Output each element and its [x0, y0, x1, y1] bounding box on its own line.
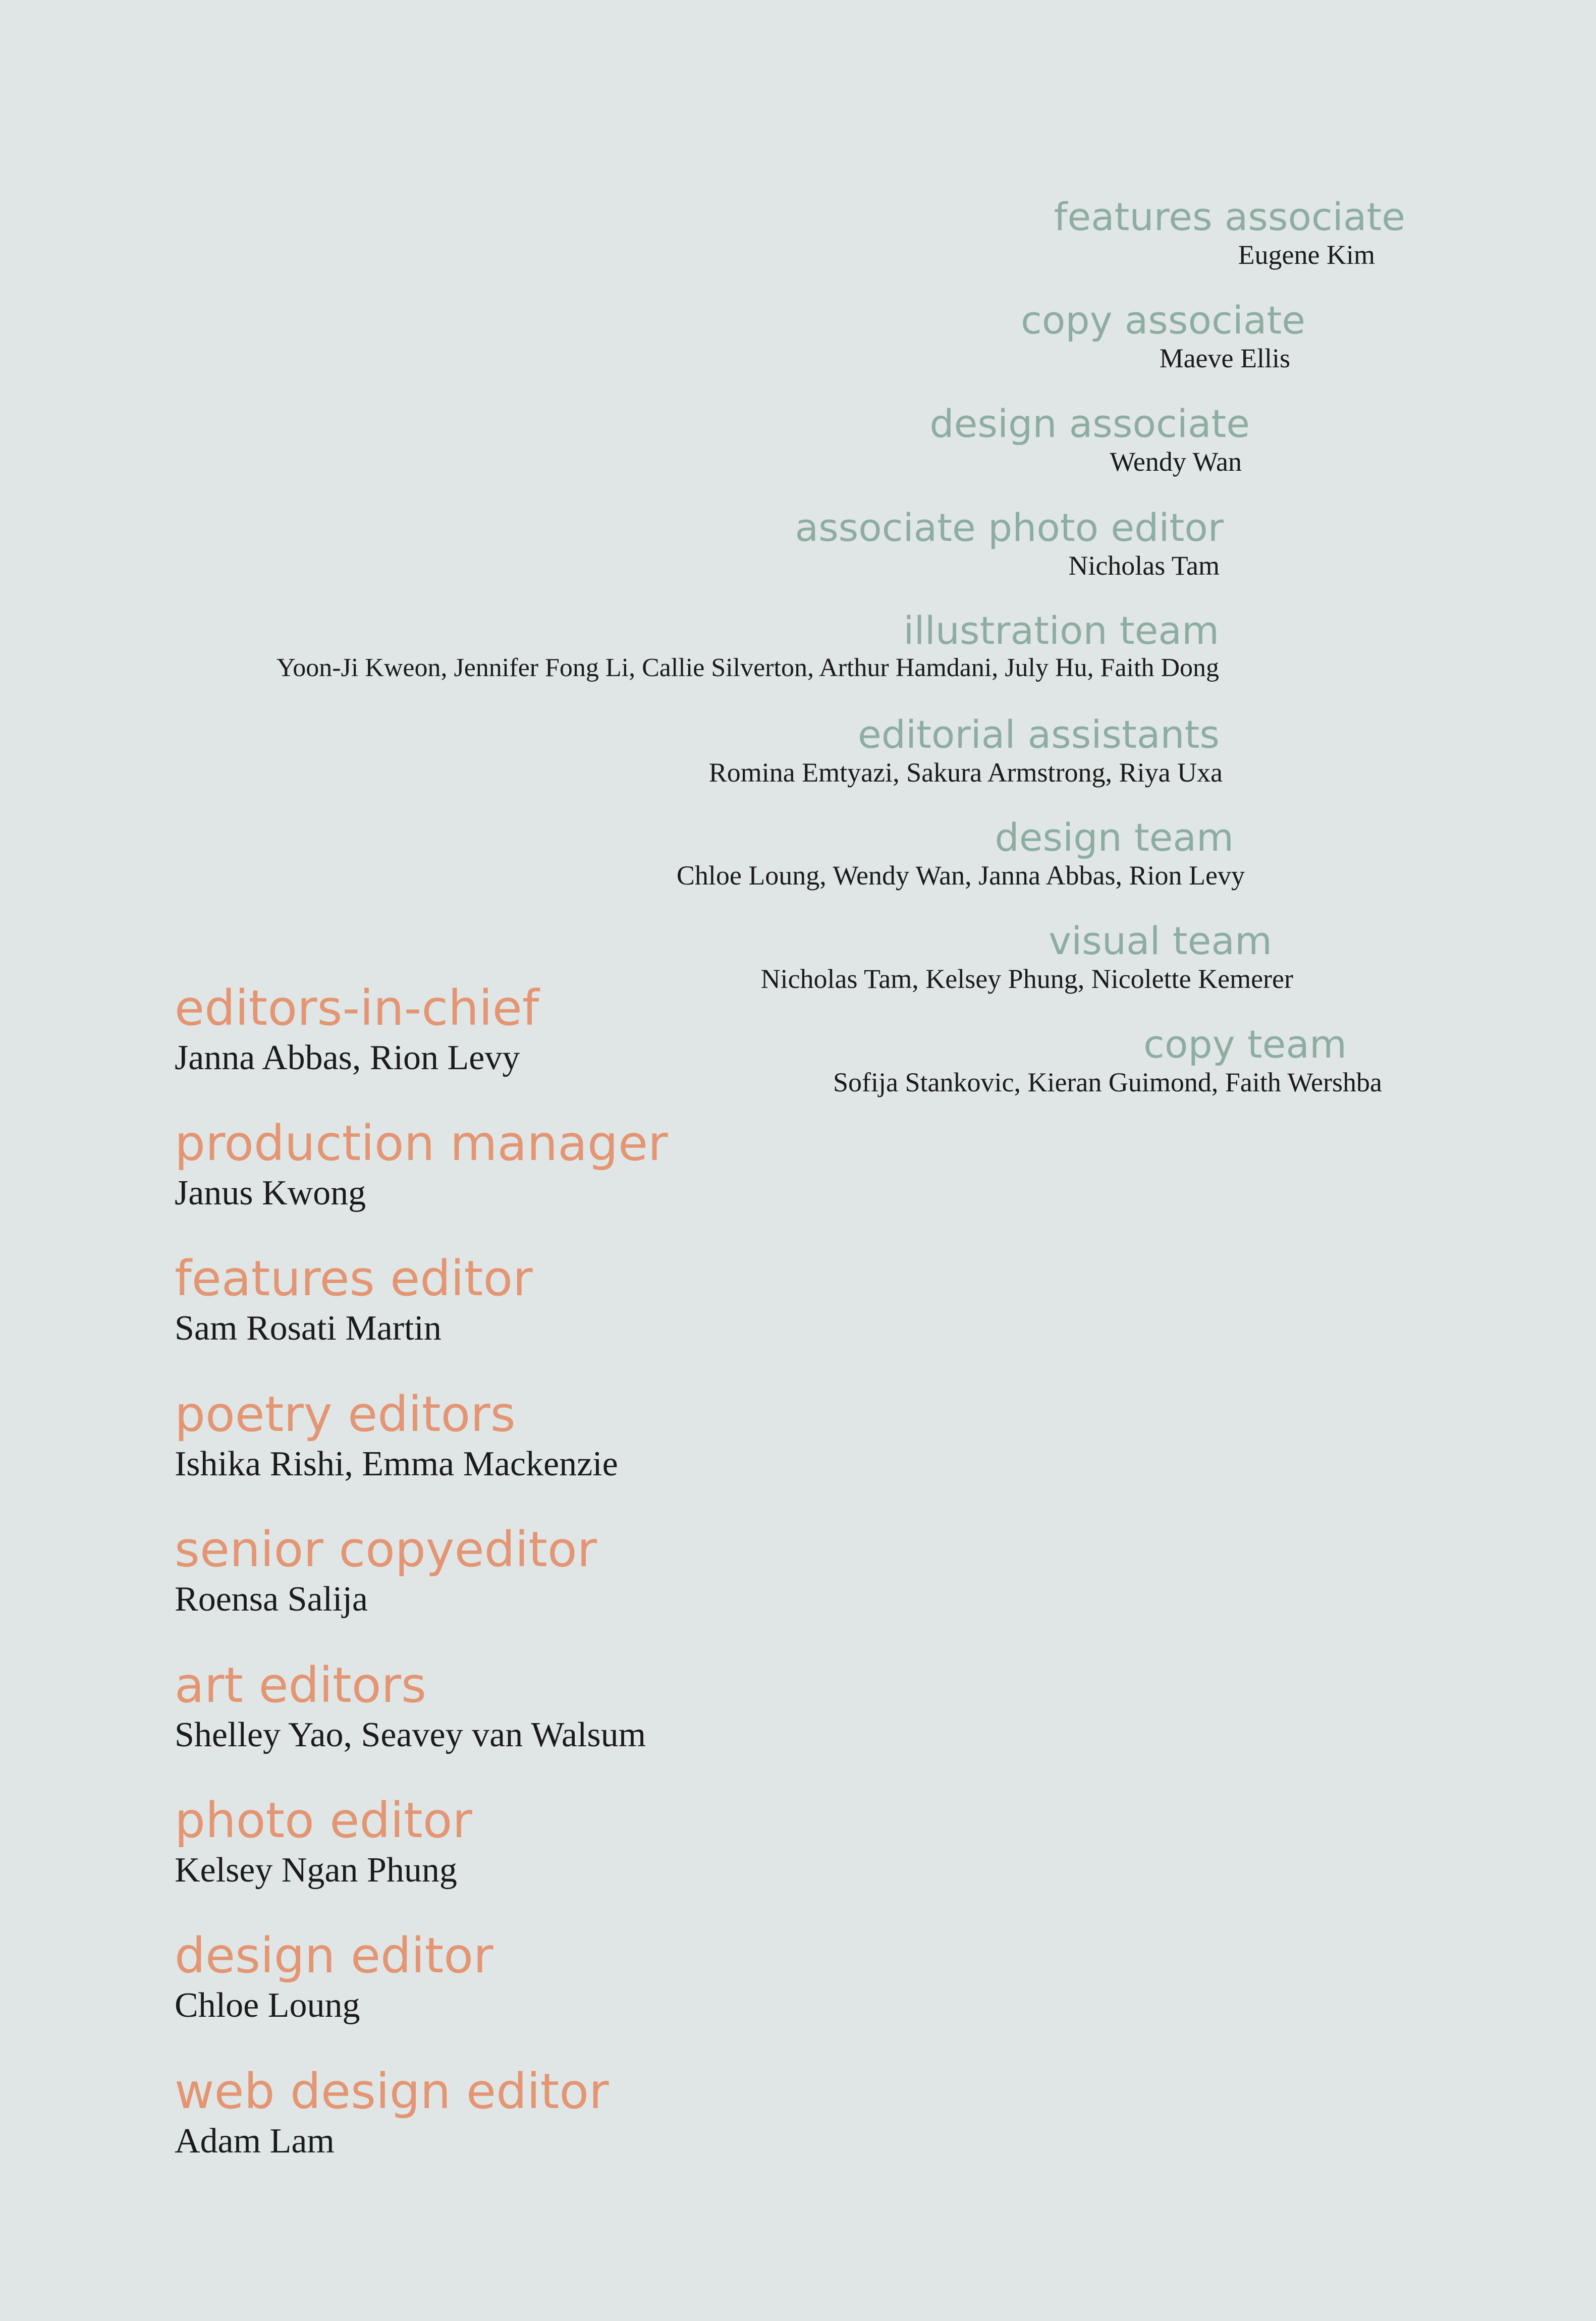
role-heading: associate photo editor: [795, 505, 1224, 550]
masthead-entry-illustration-team: [276, 608, 1219, 682]
staff-names: Kelsey Ngan Phung: [175, 1851, 457, 1890]
role-heading: design team: [995, 815, 1234, 860]
role-heading: design associate: [929, 401, 1250, 446]
masthead-entry-photo-editor: [175, 1792, 472, 1890]
role-heading: illustration team: [903, 608, 1219, 653]
staff-names: Chloe Loung, Wendy Wan, Janna Abbas, Rion Levy: [676, 860, 1245, 891]
masthead-entry-design-associate: [929, 401, 1250, 477]
role-heading: art editors: [175, 1657, 426, 1714]
masthead-entry-copy-team: [833, 1022, 1382, 1097]
staff-names: Eugene Kim: [1238, 240, 1375, 270]
staff-names: Shelley Yao, Seavey van Walsum: [175, 1716, 646, 1754]
role-heading: editorial assistants: [857, 712, 1220, 757]
masthead-entry-editors-in-chief: [175, 980, 539, 1077]
role-heading: photo editor: [175, 1792, 472, 1849]
masthead-entry-associate-photo-editor: [795, 505, 1224, 581]
staff-names: Maeve Ellis: [1159, 343, 1290, 373]
masthead-entry-poetry-editors: [175, 1386, 618, 1483]
staff-names: Yoon-Ji Kweon, Jennifer Fong Li, Callie Silverton, Arthur Hamdani, July Hu, Faith Dong: [276, 653, 1219, 682]
staff-names: Romina Emtyazi, Sakura Armstrong, Riya Uxa: [708, 757, 1223, 788]
staff-names: Roensa Salija: [175, 1580, 368, 1619]
staff-names: Sofija Stankovic, Kieran Guimond, Faith Wershba: [833, 1067, 1382, 1097]
staff-names: Janus Kwong: [175, 1174, 366, 1212]
role-heading: copy team: [1143, 1022, 1347, 1067]
staff-names: Chloe Loung: [175, 1986, 360, 2025]
role-heading: copy associate: [1021, 298, 1305, 343]
role-heading: senior copyeditor: [175, 1521, 597, 1578]
masthead-entry-features-associate: [1054, 194, 1405, 270]
role-heading: features editor: [175, 1250, 533, 1307]
masthead-entry-editorial-assistants: [708, 712, 1223, 788]
staff-names: Wendy Wan: [1110, 447, 1242, 477]
role-heading: poetry editors: [175, 1386, 516, 1443]
staff-names: Janna Abbas, Rion Levy: [175, 1038, 520, 1077]
role-heading: design editor: [175, 1927, 493, 1984]
staff-names: Ishika Rishi, Emma Mackenzie: [175, 1445, 618, 1483]
role-heading: editors-in-chief: [175, 980, 539, 1036]
role-heading: production manager: [175, 1115, 668, 1172]
masthead-entry-production-manager: [175, 1115, 668, 1212]
masthead-entry-senior-copyeditor: [175, 1521, 597, 1619]
masthead-entry-visual-team: [760, 918, 1293, 994]
staff-names: Adam Lam: [175, 2122, 335, 2161]
role-heading: visual team: [1049, 918, 1272, 963]
masthead-entry-art-editors: [175, 1657, 646, 1754]
role-heading: features associate: [1054, 194, 1405, 239]
masthead-entry-design-team: [676, 815, 1245, 891]
masthead-entry-design-editor: [175, 1927, 493, 2025]
masthead-entry-copy-associate: [1021, 298, 1305, 373]
masthead-entry-web-design-editor: [175, 2063, 609, 2161]
staff-names: Nicholas Tam: [1068, 550, 1220, 581]
staff-names: Sam Rosati Martin: [175, 1309, 442, 1348]
staff-names: Nicholas Tam, Kelsey Phung, Nicolette Kemerer: [760, 964, 1293, 994]
role-heading: web design editor: [175, 2063, 609, 2120]
masthead-entry-features-editor: [175, 1250, 533, 1348]
